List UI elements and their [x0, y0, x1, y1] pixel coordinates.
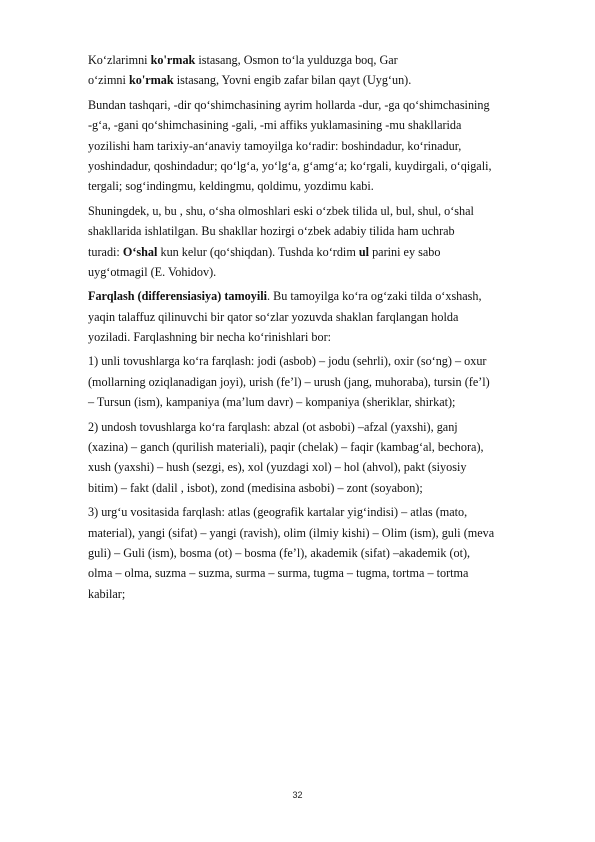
- text-line: uyg‘otmagil (E. Vohidov).: [88, 264, 217, 279]
- text-line: (xazina) – ganch (qurilish materiali), paqir (chelak) – faqir (kambag‘al, bechora),: [88, 440, 484, 455]
- text-span: turadi:: [88, 244, 123, 259]
- text-line: bitim) – fakt (dalil , isbot), zond (medisina asbobi) – zont (soyabon);: [88, 480, 423, 495]
- text-line: -g‘a, -gani qo‘shimchasining -gali, -mi affiks yuklamasining -mu shakllarida: [88, 118, 462, 133]
- text-span: istasang, Osmon to‘la yulduzga boq, Gar: [195, 53, 398, 67]
- text-line: 1) unli tovushlarga ko‘ra farqlash: jodi (asbob) – jodu (sehrli), oxir (so‘ng) – oxur: [88, 354, 487, 369]
- text-line: 2) undosh tovushlarga ko‘ra farqlash: abzal (ot asbobi) –afzal (yaxshi), ganj: [88, 419, 458, 434]
- text-line: guli) – Guli (ism), bosma (ot) – bosma (fe’l), akademik (sifat) –akademik (ot),: [88, 545, 471, 560]
- bold-word: O‘shal: [122, 244, 158, 259]
- text-line: yoshindadur, qoshindadur; qo‘lg‘a, yo‘lg‘a, g‘amg‘a; ko‘rgali, kuydirgali, o‘qigali,: [88, 158, 492, 173]
- text-span: . Bu tamoyilga ko‘ra og‘zaki tilda o‘xshash,: [266, 289, 482, 304]
- page-number: 32: [292, 790, 303, 800]
- text-line: (mollarning oziqlanadigan joyi), urish (fe’l) – urush (jang, muhoraba), tursin (fe’l): [88, 374, 490, 389]
- text-span: kun kelur (qo‘shiqdan). Tushda ko‘rdim: [157, 244, 359, 259]
- text-line: [88, 70, 558, 90]
- text-span: Ko‘zlarimni: [88, 53, 151, 67]
- text-line: shakllarida ishlatilgan. Bu shakllar hozirgi o‘zbek adabiy tilida ham uchrab: [88, 224, 455, 239]
- text-line: 3) urg‘u vositasida farqlash: atlas (geografik kartalar yig‘indisi) – atlas (mato,: [88, 505, 468, 520]
- text-line: Shuningdek, u, bu , shu, o‘sha olmoshlari eski o‘zbek tilida ul, bul, shul, o‘shal: [88, 203, 474, 218]
- text-line: kabilar;: [88, 586, 126, 601]
- text-line: Bundan tashqari, -dir qo‘shimchasining ayrim hollarda -dur, -ga qo‘shimchasining: [88, 97, 490, 112]
- text-span: o‘zimni: [88, 73, 129, 88]
- text-line: olma – olma, suzma – suzma, surma – surma, tugma – tugma, tortma – tortma: [88, 566, 469, 581]
- text-span: istasang, Yovni engib zafar bilan qayt (Uyg‘un).: [173, 73, 412, 88]
- text-line: yozilishi ham tarixiy-an‘anaviy tamoyilga ko‘radir: boshindadur, ko‘rinadur,: [88, 138, 462, 153]
- bold-word: ko'rmak: [150, 53, 196, 67]
- text-line: yoziladi. Farqlashning bir necha ko‘rinishlari bor:: [88, 330, 332, 345]
- bold-word: ko'rmak: [128, 73, 174, 88]
- body-text: [88, 50, 558, 604]
- text-line: [88, 242, 558, 262]
- section-term: Farqlash (differensiasiya) tamoyili: [88, 289, 267, 304]
- text-line: [88, 286, 558, 306]
- text-line: material), yangi (sifat) – yangi (ravish), olim (ilmiy kishi) – Olim (ism), guli (meva: [88, 525, 495, 540]
- text-span: parini ey sabo: [369, 244, 441, 259]
- bold-word: ul: [358, 244, 370, 259]
- text-line: [88, 50, 558, 70]
- text-line: tergali; sog‘indingmu, keldingmu, qoldimu, yozdimu kabi.: [88, 179, 374, 194]
- text-line: yaqin talaffuz qilinuvchi bir qator so‘zlar yozuvda shaklan farqlangan holda: [88, 309, 459, 324]
- text-line: xush (yaxshi) – hush (sezgi, es), xol (yuzdagi xol) – hol (ahvol), pakt (siyosiy: [88, 460, 467, 475]
- text-line: – Tursun (ism), kampaniya (ma’lum davr) – kompaniya (sheriklar, shirkat);: [88, 395, 456, 410]
